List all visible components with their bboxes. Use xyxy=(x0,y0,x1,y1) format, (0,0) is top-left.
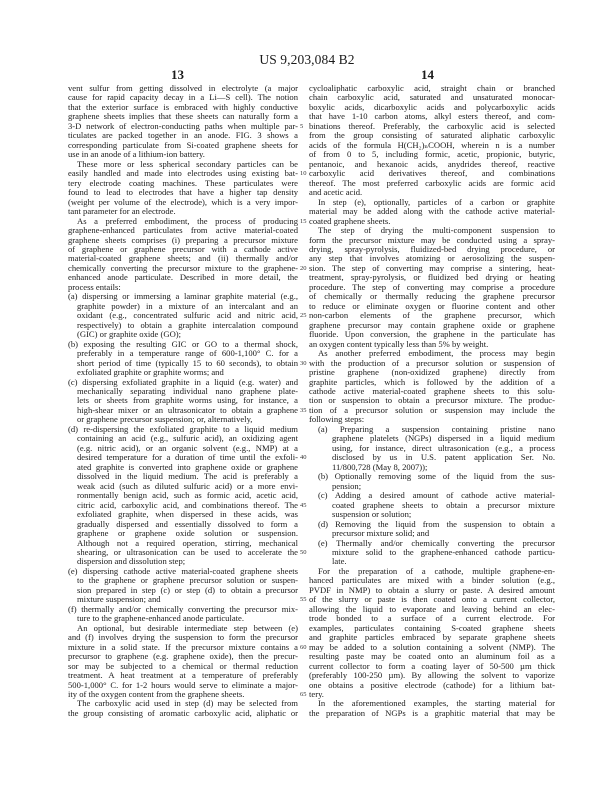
text-line: any step that involves atomizing or aerosolizing the suspen- xyxy=(309,253,555,264)
text-line: corresponding particulate from Si-coated graphene sheets for xyxy=(68,139,298,150)
text-line: The step of drying the multi-component suspension to xyxy=(318,225,555,236)
text-line: cycloaliphatic carboxylic acid, straight chain or branched xyxy=(309,83,555,93)
text-line: (d) re-dispersing the exfoliated graphite to a liquid medium xyxy=(68,423,298,434)
text-line: chain carboxylic acid, saturated and unsaturated monocar- xyxy=(309,92,555,103)
text-line: treatment, spray-pyrolysis, or fluidized bed drying or heating xyxy=(309,272,555,283)
line-number: 65 xyxy=(300,691,307,699)
text-line: (a) Preparing a suspension containing pristine nano xyxy=(318,423,555,434)
text-line: mixture in a solid state. If the precursor mixture contains a xyxy=(68,641,298,652)
text-line: (c) Adding a desired amount of cathode active material- xyxy=(318,490,555,501)
text-line: exfoliated graphite, when dispersed in these acids, was xyxy=(77,509,298,520)
text-line: acids of the formula H(CH₂)ₙCOOH, wherein n is a number xyxy=(309,139,555,150)
text-line: the preparation of NGPs is a graphitic material that may be xyxy=(309,707,555,718)
text-line: 500-1,000° C. for 1-2 hours would serve to eliminate a major- xyxy=(68,679,298,690)
line-number: 10 xyxy=(300,170,307,178)
text-line: and graphite particles embraced by separate graphene sheets xyxy=(309,632,555,643)
text-line: coated graphene sheets to obtain a precursor mixture xyxy=(332,499,555,510)
text-line: of the slurry or paste is then coated onto a current collector, xyxy=(309,594,555,605)
text-line: graphite particles, which is followed by the addition of a xyxy=(309,376,555,387)
text-line: (e.g. nitric acid), or an organic solvent (e.g., NMP) at a xyxy=(77,442,298,453)
text-line: allowing the liquid to evaporate and leaving behind an elec- xyxy=(309,603,555,614)
text-line: weak acid (such as diluted sulfuric acid) or a more envi- xyxy=(77,480,298,491)
text-line: thereof. The most preferred carboxylic acids are formic acid xyxy=(309,177,555,188)
text-line: vent sulfur from getting dissolved in electrolyte (a major xyxy=(68,83,298,93)
text-line: sion. The step of converting may comprise a sintering, heat- xyxy=(309,262,555,273)
text-line: graphene precursor may contain graphene oxide or graphene xyxy=(309,319,555,330)
page-number-left: 13 xyxy=(171,67,184,82)
text-line: dissolved in the liquid medium. The acid is preferably a xyxy=(77,471,298,482)
text-line: that the exterior surface is embraced with highly conductive xyxy=(68,101,298,112)
text-line: graphene platelets (NGPs) dispersed in a liquid medium xyxy=(332,433,555,444)
text-line: shearing, or ultrasonication can be used to accelerate the xyxy=(77,546,298,557)
text-line: (b) exposing the resulting GIC or GO to a thermal shock, xyxy=(68,338,298,349)
text-line: preferably in a temperature range of 600-1,100° C. for a xyxy=(77,348,298,359)
text-line: using, for instance, direct ultrasonication (e.g., a process xyxy=(332,442,555,453)
text-line: with the production of a precursor solution or suspension of xyxy=(309,357,555,368)
text-line: to the graphene or graphene precursor solution or suspen- xyxy=(77,575,298,586)
line-number: 25 xyxy=(300,312,307,320)
text-line: use in an anode of a lithium-ion battery. xyxy=(68,149,205,160)
text-line: one obtains a positive electrode (cathode) for a lithium bat- xyxy=(309,679,555,690)
text-line: an oxygen content typically less than 5% by weight. xyxy=(309,338,489,349)
text-line: In step (e), optionally, particles of a carbon or graphite xyxy=(318,196,555,207)
text-line: dispersion and dissolution step; xyxy=(77,556,186,567)
text-line: mechanically separating individual nano graphene plate- xyxy=(77,386,298,396)
text-line: cathode active material-coated graphene sheets to this solu- xyxy=(309,386,555,396)
line-number: 15 xyxy=(300,217,307,225)
text-line: easily handled and made into electrodes using existing bat- xyxy=(68,168,298,179)
text-line: and acetic acid. xyxy=(309,187,363,198)
right-text-column xyxy=(309,84,555,718)
text-line: pentanoic, and hexanoic acids, anydrides thereof, reactive xyxy=(309,158,555,169)
text-line: resulting paste may be coated onto an aluminum foil as a xyxy=(309,651,555,662)
text-line: (a) dispersing or immersing a laminar graphite material (e.g., xyxy=(68,291,298,302)
text-line: procedure. The step of converting may comprise a procedure xyxy=(309,281,555,292)
text-line: cause for rapid capacity decay in a Li—S cell). The notion xyxy=(68,92,298,103)
line-number: 50 xyxy=(300,549,307,557)
text-line: hanced particulates are mixed with a binder solution (e.g., xyxy=(309,575,555,586)
text-line: high-shear mixer or an ultrasonicator to obtain a graphene xyxy=(77,404,298,415)
text-line: ture to the graphene-enhanced anode particulate. xyxy=(77,613,245,624)
text-line: graphite powder) in a mixture of an intercalant and an xyxy=(77,300,298,311)
text-line: (GIC) or graphite oxide (GO); xyxy=(77,329,182,340)
text-line: that have 1-10 carbon atoms, alkyl esters thereof, and com- xyxy=(309,111,555,122)
text-line: PVDF in NMP) to obtain a slurry or paste. A desired amount xyxy=(309,584,555,595)
text-line: pension; xyxy=(332,480,362,491)
line-number: 40 xyxy=(300,454,307,462)
line-number: 5 xyxy=(300,122,304,130)
text-line: and (f) involves drying the suspension to form the precursor xyxy=(68,632,298,643)
text-line: process entails: xyxy=(68,281,121,292)
text-line: oxidant (e.g., concentrated sulfuric acid and nitric acid, xyxy=(77,310,298,321)
line-number: 55 xyxy=(300,596,307,604)
text-line: (b) Optionally removing some of the liquid from the sus- xyxy=(318,471,555,482)
text-line: citric acid, carboxylic acid, and combinations thereof. The xyxy=(77,499,298,510)
line-number: 60 xyxy=(300,643,307,651)
text-line: graphene-enhanced particulates from active material-coated xyxy=(68,225,298,236)
text-line: The carboxylic acid used in step (d) may be selected from xyxy=(77,698,298,709)
text-line: material may be added along with the cathode active material- xyxy=(309,206,555,217)
text-line: drying, spray-pyrolysis, fluidized-bed drying procedure, or xyxy=(309,243,555,254)
text-line: fluoride. Upon conversion, the graphene in the particulate has xyxy=(309,329,555,340)
text-line: boxylic acids, dicarboxylic acids and polycarboxylic acids xyxy=(309,101,555,112)
text-line: ticulates are packed together in an anode. FIG. 3 shows a xyxy=(68,130,298,141)
text-line: ity of the oxygen content from the graphene sheets. xyxy=(68,689,245,699)
text-line: mixture suspension; and xyxy=(77,594,161,605)
text-line: or graphene precursor suspension; or, alternatively, xyxy=(77,414,253,425)
text-line: desired temperature for a duration of time until the exfoli- xyxy=(77,452,298,463)
text-line: current collector to form a coating layer of 50-500 µm thick xyxy=(309,660,555,671)
text-line: material-coated graphene sheets; and (ii) thermally and/or xyxy=(68,253,298,264)
text-line: ronmentally benign acid, such as formic acid, acetic acid, xyxy=(77,490,298,501)
text-line: disclosed by us in U.S. patent application Ser. No. xyxy=(332,452,555,463)
text-line: An optional, but desirable intermediate step between (e) xyxy=(77,622,298,633)
text-line: the group consisting of aromatic carboxylic acid, aliphatic or xyxy=(68,707,298,718)
text-line: coated graphene sheets. xyxy=(309,215,391,226)
text-line: tery electrode coating machines. These particulates were xyxy=(68,177,298,188)
text-line: precursor mixture solid; and xyxy=(332,528,430,539)
text-line: from the group consisting of saturated aliphatic carboxylic xyxy=(309,130,555,141)
text-line: Although not a required operation, stirring, mechanical xyxy=(77,537,298,548)
text-line: of graphene or graphene precursor with a cathode active xyxy=(68,243,298,254)
text-line: (weight per volume of the electrode), which is a very impor- xyxy=(68,196,298,207)
text-line: 3-D network of electron-conducting paths when multiple par- xyxy=(68,120,298,131)
left-text-column xyxy=(68,84,298,718)
text-line: For the preparation of a cathode, multiple graphene-en- xyxy=(318,565,555,576)
text-line: gradually dispersed and essentially dissolved to form a xyxy=(77,518,298,529)
text-line: non-carbon elements of the graphene precursor, which xyxy=(309,310,555,321)
text-line: late. xyxy=(332,556,347,567)
text-line: In the aforementioned examples, the starting material for xyxy=(318,698,555,709)
text-line: to reduce or eliminate oxygen or fluorine content and other xyxy=(309,300,555,311)
text-line: carboxylic acid derivatives thereof, and combinations xyxy=(309,168,555,179)
text-line: (f) thermally and/or chemically converting the precursor mix- xyxy=(68,603,298,614)
text-line: 11/800,728 (May 8, 2007)); xyxy=(332,461,428,472)
text-line: sion prepared in step (c) or step (d) to obtain a precursor xyxy=(77,584,298,595)
text-line: sor may be subjected to a chemical or thermal reduction xyxy=(68,660,298,671)
text-line: of from 0 to 5, including formic, acetic, propionic, butyric, xyxy=(309,149,555,160)
text-line: graphene sheets comprises (i) preparing a precursor mixture xyxy=(68,234,298,245)
text-line: found to lead to electrodes that have a higher tap density xyxy=(68,187,298,198)
text-line: (preferably 100-250 µm). By allowing the solvent to vaporize xyxy=(309,670,555,681)
text-line: exfoliated graphite or graphite worms; and xyxy=(77,367,224,378)
page-number-right: 14 xyxy=(421,67,434,82)
text-line: mixture solid to the graphene-enhanced cathode particu- xyxy=(332,546,555,557)
text-line: trode bonded to a surface of a current electrode. For xyxy=(309,613,555,624)
text-line: tion of a precursor solution or suspension may include the xyxy=(309,404,555,415)
text-line: As another preferred embodiment, the process may begin xyxy=(318,348,555,359)
text-line: (e) Thermally and/or chemically converting the precursor xyxy=(318,537,555,548)
text-line: tion or suspension to obtain a precursor mixture. The produc- xyxy=(309,395,555,406)
text-line: treatment. A heat treatment at a temperature of preferably xyxy=(68,670,298,681)
text-line: precursor to graphene (e.g. graphene oxide), then the precur- xyxy=(68,651,298,662)
text-line: respectively) to obtain a graphite intercalation compound xyxy=(77,319,298,330)
text-line: form the precursor mixture may be conducted using a spray- xyxy=(309,234,555,245)
text-line: may be added to a solution containing a solvent (NMP). The xyxy=(309,641,555,652)
text-line: of chemically or thermally reducing the graphene precursor xyxy=(309,291,555,302)
text-line: binations thereof. Preferably, the carboxylic acid is selected xyxy=(309,120,555,131)
text-line: tery. xyxy=(309,689,324,699)
text-line: As a preferred embodiment, the process of producing xyxy=(77,215,298,226)
line-number: 35 xyxy=(300,406,307,414)
text-line: following steps: xyxy=(309,414,365,425)
text-line: suspension or solution; xyxy=(332,509,412,520)
text-line: short period of time (typically 15 to 60 seconds), to obtain xyxy=(77,357,298,368)
text-line: chemically converting the precursor mixture to the graphene- xyxy=(68,262,298,273)
line-number: 20 xyxy=(300,264,307,272)
patent-number: US 9,203,084 B2 xyxy=(259,52,355,67)
text-line: (c) dispersing exfoliated graphite in a liquid (e.g. water) and xyxy=(68,376,298,387)
line-number: 30 xyxy=(300,359,307,367)
text-line: (e) dispersing cathode active material-coated graphene sheets xyxy=(68,565,298,576)
text-line: enhanced anode particulate. Described in more detail, the xyxy=(68,272,298,283)
text-line: containing an acid (e.g., sulfuric acid), an oxidizing agent xyxy=(77,433,298,444)
text-line: tant parameter for an electrode. xyxy=(68,206,176,217)
text-line: pristine graphene (non-oxidized graphene) directly from xyxy=(309,367,555,378)
text-line: lets or sheets from graphite worms using, for instance, a xyxy=(77,395,298,406)
text-line: These more or less spherical secondary particles can be xyxy=(77,158,298,169)
text-line: ated graphite is converted into graphene oxide or graphene xyxy=(77,461,298,472)
line-number: 45 xyxy=(300,501,307,509)
text-line: graphene or graphene oxide solution or suspension. xyxy=(77,528,298,539)
text-line: (d) Removing the liquid from the suspension to obtain a xyxy=(318,518,555,529)
text-line: graphene sheets implies that these sheets can naturally form a xyxy=(68,111,298,122)
text-line: examples, particulates containing S-coated graphene sheets xyxy=(309,622,555,633)
